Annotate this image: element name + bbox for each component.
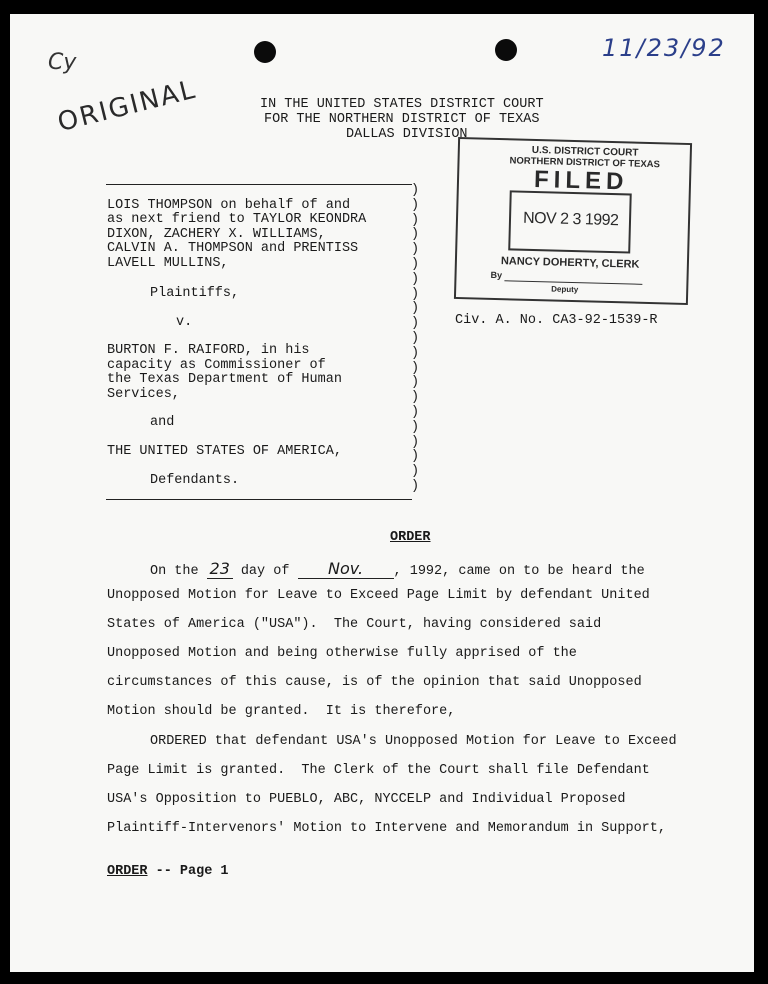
plaintiff-line: LOIS THOMPSON on behalf of and: [107, 198, 351, 213]
defendant-line: the Texas Department of Human: [107, 372, 342, 387]
and-label: and: [150, 415, 175, 430]
stamp-filed-label: FILED: [533, 165, 629, 196]
order-first-line-c: , 1992, came on to be heard the: [393, 564, 645, 579]
stamp-court-line: U.S. DISTRICT COURT: [531, 144, 639, 159]
plaintiff-line: DIXON, ZACHERY X. WILLIAMS,: [107, 227, 326, 242]
handwritten-date: 11/23/92: [602, 34, 726, 62]
document-page: [10, 14, 754, 972]
order-first-line-a: On the: [150, 564, 207, 579]
order-first-line-b: day of: [232, 564, 298, 579]
corner-handwritten-mark: Cy: [48, 50, 77, 75]
ordered-line: USA's Opposition to PUEBLO, ABC, NYCCELP and Individual Proposed: [107, 792, 626, 807]
court-header-line2: FOR THE NORTHERN DISTRICT OF TEXAS: [264, 112, 540, 127]
defendants-label: Defendants.: [150, 473, 240, 488]
order-body-line: Unopposed Motion for Leave to Exceed Page Limit by defendant United: [107, 588, 650, 603]
order-body-line: Unopposed Motion and being otherwise fully apprised of the: [107, 646, 577, 661]
order-body-line: States of America ("USA"). The Court, having considered said: [107, 617, 602, 632]
footer-page-label: -- Page 1: [147, 864, 229, 879]
order-title: ORDER: [390, 530, 431, 545]
ordered-line: Plaintiff-Intervenors' Motion to Intervene and Memorandum in Support,: [107, 821, 666, 836]
order-first-line: [150, 559, 645, 579]
month-fill: Nov.: [298, 559, 394, 579]
stamp-clerk: NANCY DOHERTY, CLERK: [500, 255, 640, 271]
punch-hole-right: [495, 39, 517, 61]
filed-stamp: [454, 137, 692, 305]
defendant-usa: THE UNITED STATES OF AMERICA,: [107, 444, 342, 459]
caption-bottom-rule: [106, 499, 412, 500]
order-body-line: Motion should be granted. It is therefore,: [107, 704, 456, 719]
original-handwritten-mark: ORIGINAL: [54, 74, 200, 138]
day-fill: 23: [207, 559, 233, 579]
plaintiffs-label: Plaintiffs,: [150, 286, 240, 301]
plaintiff-line: as next friend to TAYLOR KEONDRA: [107, 212, 367, 227]
ordered-line: Page Limit is granted. The Clerk of the Court shall file Defendant: [107, 763, 650, 778]
plaintiff-line: LAVELL MULLINS,: [107, 256, 229, 271]
plaintiff-line: CALVIN A. THOMPSON and PRENTISS: [107, 241, 359, 256]
footer-order-label: ORDER: [107, 864, 148, 879]
stamp-deputy: Deputy: [551, 284, 579, 295]
stamp-by: By: [490, 269, 503, 281]
caption-top-rule: [106, 184, 412, 185]
court-header-line1: IN THE UNITED STATES DISTRICT COURT: [260, 97, 544, 112]
defendant-line: capacity as Commissioner of: [107, 358, 326, 373]
case-number: Civ. A. No. CA3-92-1539-R: [455, 313, 658, 328]
ordered-line: ORDERED that defendant USA's Unopposed Motion for Leave to Exceed: [150, 734, 677, 749]
stamp-date: NOV 2 3 1992: [522, 209, 619, 230]
page-footer: [107, 864, 229, 879]
defendant-line: BURTON F. RAIFORD, in his: [107, 343, 310, 358]
stamp-date-box: [508, 190, 632, 253]
defendant-line: Services,: [107, 387, 180, 402]
caption-bracket-column: ) ) ) ) ) ) ) ) ) ) ) ) ) ) ) ) ) ) ) ) ): [411, 183, 420, 494]
versus-label: v.: [176, 315, 193, 330]
court-header-line3: DALLAS DIVISION: [346, 127, 468, 142]
stamp-district-line: NORTHERN DISTRICT OF TEXAS: [509, 155, 661, 171]
punch-hole-left: [254, 41, 276, 63]
order-body-line: circumstances of this cause, is of the opinion that said Unopposed: [107, 675, 642, 690]
